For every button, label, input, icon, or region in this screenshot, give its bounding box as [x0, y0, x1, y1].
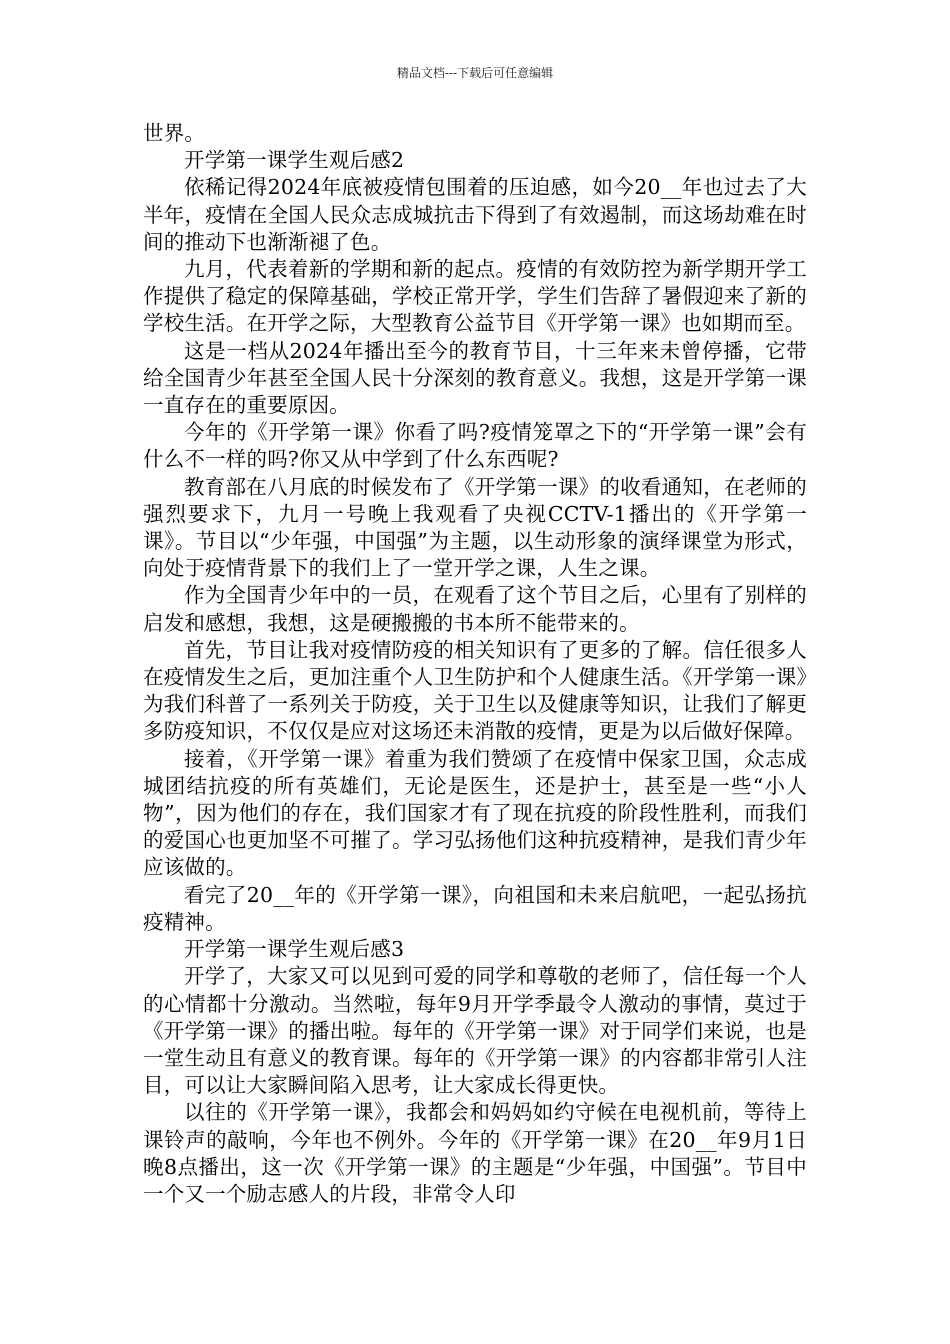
- paragraph: 这是一档从2024年播出至今的教育节目，十三年来未曾停播，它带给全国青少年甚至全国人民十分深刻的教育意义。我想，这是开学第一课一直存在的重要原因。: [143, 338, 807, 418]
- paragraph: 九月，代表着新的学期和新的起点。疫情的有效防控为新学期开学工作提供了稳定的保障基础，学校正常开学，学生们告辞了暑假迎来了新的学校生活。在开学之际，大型教育公益节目《开学第一课》也如期而至。: [143, 257, 807, 336]
- paragraph: 开学了，大家又可以见到可爱的同学和尊敬的老师了，信任每一个人的心情都十分激动。当然啦，每年9月开学季最令人激动的事情，莫过于《开学第一课》的播出啦。每年的《开学第一课》对于同学们来说，也是一堂生动且有意义的教育课。每年的《开学第一课》的内容都非常引人注目，可以让大家瞬间陷入思考，让大家成长得更快。: [143, 964, 807, 1098]
- paragraph: 看完了20__年的《开学第一课》，向祖国和未来启航吧，一起弘扬抗疫精神。: [143, 882, 807, 934]
- paragraph: 以往的《开学第一课》，我都会和妈妈如约守候在电视机前，等待上课铃声的敲响，今年也不例外。今年的《开学第一课》在20__年9月1日晚8点播出，这一次《开学第一课》的主题是“少年强，中国强”。节目中一个又一个励志感人的片段，非常令人印: [143, 1100, 807, 1206]
- page-header: 精品文档---下载后可任意编辑: [396, 66, 554, 80]
- paragraph: 今年的《开学第一课》你看了吗?疫情笼罩之下的“开学第一课”会有什么不一样的吗?你又从中学到了什么东西呢?: [143, 420, 807, 472]
- section-heading-3: 开学第一课学生观后感3: [184, 937, 405, 962]
- paragraph-continuation: 世界。: [143, 121, 206, 145]
- document-body: [143, 120, 807, 1208]
- paragraph: 作为全国青少年中的一员，在观看了这个节目之后，心里有了别样的启发和感想，我想，这是硬搬搬的书本所不能带来的。: [143, 583, 807, 635]
- paragraph: 接着，《开学第一课》着重为我们赞颂了在疫情中保家卫国，众志成城团结抗疫的所有英雄们，无论是医生，还是护士，甚至是一些“小人物”，因为他们的存在，我们国家才有了现在抗疫的阶段性胜利，而我们的爱国心也更加坚不可摧了。学习弘扬他们这种抗疫精神，是我们青少年应该做的。: [143, 746, 807, 880]
- paragraph: 首先，节目让我对疫情防疫的相关知识有了更多的了解。信任很多人在疫情发生之后，更加注重个人卫生防护和个人健康生活。《开学第一课》为我们科普了一系列关于防疫，关于卫生以及健康等知识，让我们了解更多防疫知识，不仅仅是应对这场还未消散的疫情，更是为以后做好保障。: [143, 637, 807, 744]
- section-heading-2: 开学第一课学生观后感2: [184, 148, 405, 173]
- paragraph: 依稀记得2024年底被疫情包围着的压迫感，如今20__年也过去了大半年，疫情在全国人民众志成城抗击下得到了有效遏制，而这场劫难在时间的推动下也渐渐褪了色。: [143, 175, 807, 254]
- paragraph: 教育部在八月底的时候发布了《开学第一课》的收看通知，在老师的强烈要求下，九月一号晚上我观看了央视CCTV-1播出的《开学第一课》。节目以“少年强，中国强”为主题，以生动形象的演绎课堂为形式，向处于疫情背景下的我们上了一堂开学之课，人生之课。: [143, 474, 807, 581]
